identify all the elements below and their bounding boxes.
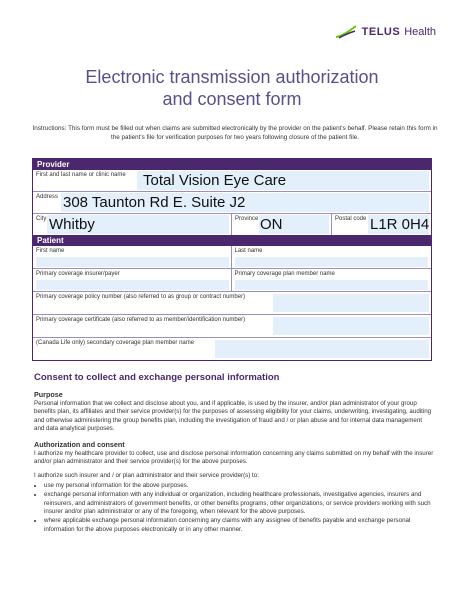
provider-city-cell <box>33 214 232 235</box>
authorization-list <box>34 482 434 534</box>
provider-address-label: Address <box>36 194 59 200</box>
instructions-text: Instructions: This form must be filled out when claims are submitted electronically by the provider on the patient's behalf. Please retain this form in the patient's file for verification purposes for two years following closure of the patient file. <box>32 125 438 141</box>
provider-province-label: Province <box>235 216 259 222</box>
patient-member-name-cell <box>232 269 432 291</box>
provider-name-cell <box>33 170 431 191</box>
patient-certificate-field[interactable] <box>273 317 429 335</box>
patient-certificate-label: Primary coverage certificate (also referred to as member/identification number) <box>36 317 246 323</box>
patient-secondary-label: (Canada Life only) secondary coverage plan member name <box>36 340 195 346</box>
consent-heading: Consent to collect and exchange personal information <box>34 372 280 383</box>
purpose-heading: Purpose <box>34 390 63 399</box>
patient-last-name-field[interactable] <box>235 257 428 267</box>
patient-last-name-label: Last name <box>234 248 263 254</box>
page-title <box>0 66 464 110</box>
patient-last-name-cell <box>232 246 432 268</box>
patient-policy-field[interactable] <box>273 294 429 312</box>
patient-secondary-field[interactable] <box>215 340 429 358</box>
provider-postal-cell <box>332 214 431 235</box>
authorization-text-2: I authorize such insurer and / or plan administrator and their service provider(s) to: <box>34 471 259 479</box>
claim-form <box>32 158 432 361</box>
provider-address-row <box>33 191 431 213</box>
patient-certificate-cell <box>33 315 431 337</box>
provider-province-cell <box>232 214 332 235</box>
brand-logo <box>334 24 436 40</box>
patient-first-name-cell <box>33 246 232 268</box>
authorization-text: I authorize my healthcare provider to collect, use and disclose personal information concerning any claims submitted on my behalf with the insurer and/or plan administrator and their service provider(s) for the above purposes. <box>34 450 434 466</box>
provider-address-cell <box>33 192 431 213</box>
title-line-1: Electronic transmission authorization <box>85 67 379 87</box>
authorization-item: • use my personal information for the above purposes. <box>44 482 434 490</box>
provider-name-value: Total Vision Eye Care <box>143 172 287 189</box>
patient-heading: Patient <box>33 235 431 246</box>
authorization-heading: Authorization and consent <box>34 440 125 450</box>
authorization-item: • exchange personal information with any individual or organization, including healthcare professionals, investigative agencies, insurers and reinsurers, and administrators of government benefits, or other benefits programs, other organizations, or service providers working with such insurer and/or plan administrator or any of the foregoing, when relevant for the above purposes. <box>44 491 434 516</box>
patient-policy-label: Primary coverage policy number (also referred to as group or contract number) <box>36 294 246 300</box>
patient-first-name-label: First name <box>36 248 65 254</box>
purpose-text: Personal information that we collect and disclose about you, and if applicable, is used by the insurer, and/or plan administrator of your group benefits plan, its affiliates and their service provider(s) for the purposes of assessing eligibility for your claims, underwriting, investigating, auditing and otherwise administering the group benefits plan, including the investigation of fraud and / or plan abuse and for internal data management and data analytical purposes. <box>34 400 432 432</box>
provider-city-value: Whitby <box>49 216 95 233</box>
patient-insurer-cell <box>33 269 232 291</box>
provider-name-row <box>33 170 431 191</box>
title-line-2: and consent form <box>162 89 302 109</box>
patient-insurer-label: Primary coverage insurer/payer <box>36 271 120 277</box>
patient-first-name-field[interactable] <box>36 257 229 267</box>
provider-address-value: 308 Taunton Rd E. Suite J2 <box>63 194 246 211</box>
patient-coverage-row <box>33 268 431 291</box>
patient-member-name-label: Primary coverage plan member name <box>234 271 335 277</box>
authorization-item: • where applicable exchange personal information concerning any claims with any assignee of benefits payable and exchange personal information for the above purposes electronically or in any other manner. <box>44 517 434 534</box>
provider-city-label: City <box>36 216 47 222</box>
patient-certificate-row <box>33 314 431 337</box>
patient-name-row <box>33 246 431 268</box>
telus-leaf-icon <box>334 24 358 40</box>
provider-province-value: ON <box>260 216 283 233</box>
brand-name: TELUS <box>361 26 401 38</box>
patient-policy-row <box>33 291 431 314</box>
patient-insurer-field[interactable] <box>36 280 229 290</box>
patient-policy-cell <box>33 292 431 314</box>
consent-section <box>34 372 434 535</box>
brand-sub: Health <box>404 26 436 38</box>
patient-member-name-field[interactable] <box>235 280 428 290</box>
patient-secondary-cell <box>33 338 431 360</box>
provider-postal-label: Postal code <box>335 216 367 222</box>
provider-location-row <box>33 213 431 235</box>
provider-heading: Provider <box>33 159 431 170</box>
patient-secondary-row <box>33 337 431 360</box>
provider-name-label: First and last name or clinic name <box>36 172 126 178</box>
provider-postal-value: L1R 0H4 <box>370 216 430 233</box>
